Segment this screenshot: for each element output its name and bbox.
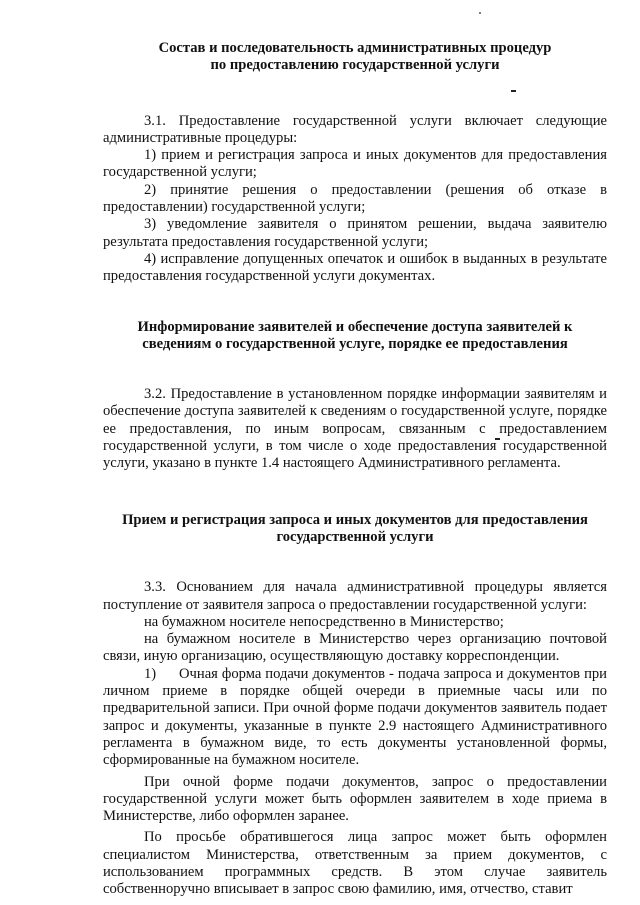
section-3-title-line-2: государственной услуги [276, 528, 434, 545]
list-item-number: 1) [144, 665, 157, 682]
paragraph-paper-direct: на бумажном носителе непосредственно в Министерство; [144, 613, 504, 630]
section-3-title-line-1: Прием и регистрация запроса и иных документов для предоставления [122, 511, 588, 528]
paragraph-3-3: 3.3. Основанием для начала административной процедуры является поступление от заявителя запроса о предоставлении государственной услуги: [103, 579, 607, 613]
section-1 [103, 40, 607, 286]
section-1-title-line-1: Состав и последовательность административных процедур [158, 40, 552, 56]
section-2 [103, 319, 607, 473]
paragraph-paper-postal: на бумажном носителе в Министерство через организацию почтовой связи, иную организацию, осуществляющую доставку корреспонденции. [103, 631, 607, 665]
section-2-title-line-2: сведениям о государственной услуге, порядке ее предоставления [142, 335, 568, 352]
paragraph-specialist-request: По просьбе обратившегося лица запрос может быть оформлен специалистом Министерства, ответственным за прием документов, с использованием программных средств. В этом случае заявитель собственноручно вписывает в запрос свою фамилию, имя, отчество, ставит [103, 829, 607, 898]
section-2-title-line-1: Информирование заявителей и обеспечение доступа заявителей к [137, 318, 573, 335]
list-item-1: 1) прием и регистрация запроса и иных документов для предоставления государственной услуги; [103, 147, 607, 181]
paragraph-in-person-request: При очной форме подачи документов, запрос о предоставлении государственной услуги может быть оформлен заявителем в ходе приема в Министерстве, либо оформлен заранее. [103, 773, 607, 825]
paragraph-3-2: 3.2. Предоставление в установленном порядке информации заявителям и обеспечение доступа заявителей к сведениям о государственной услуге, порядке ее предоставления, по иным вопросам, связанным с предоставлением государственной услуги, в том числе о ходе предоставления государственной услуги, указано в пункте 1.4 настоящего Административного регламента. [103, 386, 607, 472]
list-item-2: 2) принятие решения о предоставлении (решения об отказе в предоставлении) государственной услуги; [103, 181, 607, 216]
list-item-4: 4) исправление допущенных опечаток и ошибок в выданных в результате предоставления государственной услуги документах. [103, 250, 607, 285]
paragraph-3-1: 3.1. Предоставление государственной услуги включает следующие административные процедуры: [103, 112, 607, 146]
list-item-text: Очная форма подачи документов - подача запроса и документов при личном приеме в порядке общей очереди в приемные часы или по предварительной записи. При очной форме подачи документов заявитель подает запрос и документы, указанные в пункте 2.9 настоящего Административного регламента в бумажном виде, то есть документы установленной формы, сформированные на бумажном носителе. [103, 665, 607, 769]
document-page [103, 40, 607, 899]
list-item-3: 3) уведомление заявителя о принятом решении, выдача заявителю результата предоставления государственной услуги; [103, 216, 607, 250]
section-3 [103, 512, 607, 899]
scan-speck [479, 12, 481, 14]
list-item-in-person [103, 666, 607, 770]
section-1-title-line-2: по предоставлению государственной услуги [210, 57, 500, 74]
